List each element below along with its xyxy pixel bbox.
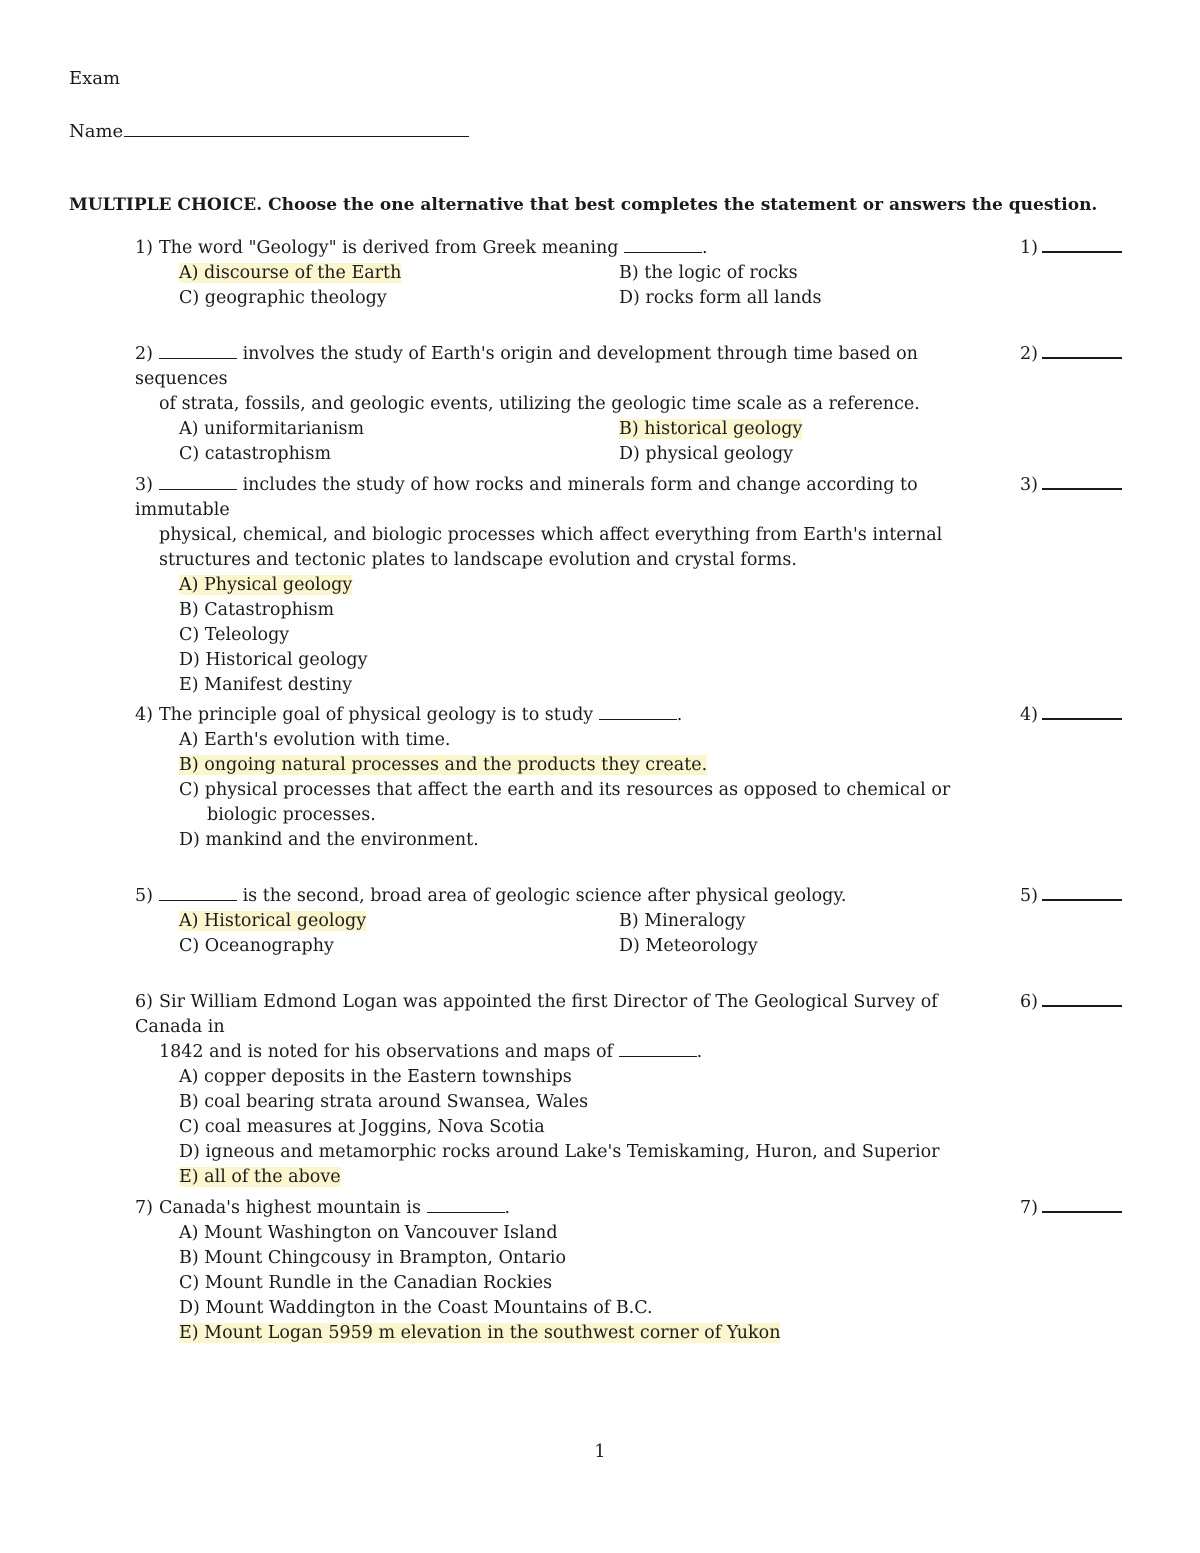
name-field: [69, 119, 469, 143]
stem-text: involves the study of Earth's origin and development through time based on sequences: [135, 344, 918, 389]
question-1: [135, 236, 1135, 311]
stem-text: Canada's highest mountain is: [159, 1198, 421, 1218]
question-2: [135, 342, 1135, 467]
stem-text: includes the study of how rocks and minerals form and change according to immutable: [135, 475, 918, 520]
fill-blank: [159, 344, 237, 359]
answer-slot[interactable]: [1020, 236, 1122, 261]
options: [135, 1221, 1135, 1346]
option-d[interactable]: D) igneous and metamorphic rocks around Lake's Temiskaming, Huron, and Superior: [179, 1142, 940, 1162]
question-stem: [135, 1196, 1005, 1221]
option-a[interactable]: A) Mount Washington on Vancouver Island: [179, 1223, 558, 1243]
question-stem: [135, 703, 1005, 728]
answer-line: [1042, 703, 1122, 720]
option-a[interactable]: A) uniformitarianism: [179, 419, 365, 439]
option-d[interactable]: D) Historical geology: [179, 650, 368, 670]
fill-blank: [159, 475, 237, 490]
answer-slot[interactable]: [1020, 1196, 1122, 1221]
answer-slot[interactable]: [1020, 884, 1122, 909]
fill-blank: [599, 705, 677, 720]
option-c[interactable]: C) catastrophism: [179, 444, 332, 464]
answer-number: 5): [1020, 886, 1038, 906]
options: [135, 728, 1135, 853]
options: [135, 417, 1135, 467]
option-b[interactable]: B) ongoing natural processes and the products they create.: [179, 755, 708, 775]
option-e[interactable]: E) Manifest destiny: [179, 675, 353, 695]
question-stem: [135, 236, 1005, 261]
stem-text: The word "Geology" is derived from Greek meaning: [159, 238, 619, 258]
fill-blank: [427, 1198, 505, 1213]
options: [135, 261, 1135, 311]
option-b[interactable]: B) Mineralogy: [619, 911, 746, 931]
answer-slot[interactable]: [1020, 473, 1122, 498]
option-c[interactable]: C) Mount Rundle in the Canadian Rockies: [179, 1273, 553, 1293]
answer-line: [1042, 236, 1122, 253]
stem-text-end: .: [696, 1042, 703, 1062]
stem-text-continued: of strata, fossils, and geologic events, utilizing the geologic time scale as a reference.: [159, 394, 920, 414]
answer-line: [1042, 884, 1122, 901]
question-stem: [135, 342, 1005, 417]
question-stem: [135, 884, 1005, 909]
question-5: [135, 884, 1135, 959]
question-stem: [135, 473, 1005, 573]
question-number: 7): [135, 1198, 153, 1218]
options: [135, 1065, 1135, 1190]
question-4: [135, 703, 1135, 853]
question-stem: [135, 990, 1005, 1065]
exam-title: Exam: [69, 68, 121, 89]
stem-text-continued: physical, chemical, and biologic processes which affect everything from Earth's internal structures and tectonic plates to landscape evolution and crystal forms.: [159, 525, 943, 570]
question-6: [135, 990, 1135, 1190]
option-d[interactable]: D) rocks form all lands: [619, 288, 822, 308]
option-b[interactable]: B) Catastrophism: [179, 600, 335, 620]
option-d[interactable]: D) Mount Waddington in the Coast Mountains of B.C.: [179, 1298, 653, 1318]
option-d[interactable]: D) physical geology: [619, 444, 794, 464]
answer-number: 7): [1020, 1198, 1038, 1218]
fill-blank: [624, 238, 702, 253]
option-a[interactable]: A) Historical geology: [179, 911, 367, 931]
option-c[interactable]: C) geographic theology: [179, 288, 387, 308]
option-c[interactable]: C) Teleology: [179, 625, 290, 645]
answer-line: [1042, 342, 1122, 359]
answer-line: [1042, 990, 1122, 1007]
question-number: 4): [135, 705, 153, 725]
option-c[interactable]: C) physical processes that affect the earth and its resources as opposed to chemical or biologic processes.: [179, 780, 951, 825]
answer-slot[interactable]: [1020, 703, 1122, 728]
option-a[interactable]: A) discourse of the Earth: [179, 263, 402, 283]
answer-number: 1): [1020, 238, 1038, 258]
stem-text: The principle goal of physical geology is to study: [159, 705, 594, 725]
answer-number: 4): [1020, 705, 1038, 725]
option-b[interactable]: B) historical geology: [619, 419, 803, 439]
page-number: 1: [594, 1442, 606, 1462]
answer-slot[interactable]: [1020, 990, 1122, 1015]
fill-blank: [619, 1042, 697, 1057]
options: [135, 573, 1135, 698]
stem-text-continued: [135, 1040, 1005, 1065]
stem-text-continued-start: 1842 and is noted for his observations and maps of: [159, 1042, 614, 1062]
stem-text: is the second, broad area of geologic science after physical geology.: [237, 886, 847, 906]
question-number: 5): [135, 886, 153, 906]
stem-text-end: .: [676, 705, 683, 725]
question-3: [135, 473, 1135, 698]
question-number: 6): [135, 992, 153, 1012]
question-number: 3): [135, 475, 153, 495]
option-b[interactable]: B) the logic of rocks: [619, 263, 798, 283]
answer-line: [1042, 473, 1122, 490]
option-c[interactable]: C) coal measures at Joggins, Nova Scotia: [179, 1117, 545, 1137]
option-d[interactable]: D) Meteorology: [619, 936, 758, 956]
question-7: [135, 1196, 1135, 1346]
section-instructions: MULTIPLE CHOICE. Choose the one alternative that best completes the statement or answers the question.: [69, 195, 1098, 215]
name-label: Name: [69, 121, 124, 142]
option-b[interactable]: B) Mount Chingcousy in Brampton, Ontario: [179, 1248, 567, 1268]
option-a[interactable]: A) copper deposits in the Eastern townships: [179, 1067, 572, 1087]
name-blank-line: [124, 119, 469, 137]
stem-text-end: .: [504, 1198, 511, 1218]
option-a[interactable]: A) Earth's evolution with time.: [179, 730, 451, 750]
options: [135, 909, 1135, 959]
question-number: 1): [135, 238, 153, 258]
option-c[interactable]: C) Oceanography: [179, 936, 334, 956]
answer-number: 6): [1020, 992, 1038, 1012]
stem-text-end: .: [702, 238, 708, 258]
option-a[interactable]: A) Physical geology: [179, 575, 353, 595]
answer-line: [1042, 1196, 1122, 1213]
option-b[interactable]: B) coal bearing strata around Swansea, Wales: [179, 1092, 589, 1112]
fill-blank: [159, 886, 237, 901]
answer-number: 2): [1020, 344, 1038, 364]
stem-text: Sir William Edmond Logan was appointed the first Director of The Geological Survey of Canada in: [135, 992, 938, 1037]
option-e[interactable]: E) Mount Logan 5959 m elevation in the southwest corner of Yukon: [179, 1323, 781, 1343]
answer-number: 3): [1020, 475, 1038, 495]
answer-slot[interactable]: [1020, 342, 1122, 367]
option-e[interactable]: E) all of the above: [179, 1167, 341, 1187]
option-d[interactable]: D) mankind and the environment.: [179, 830, 479, 850]
question-number: 2): [135, 344, 153, 364]
